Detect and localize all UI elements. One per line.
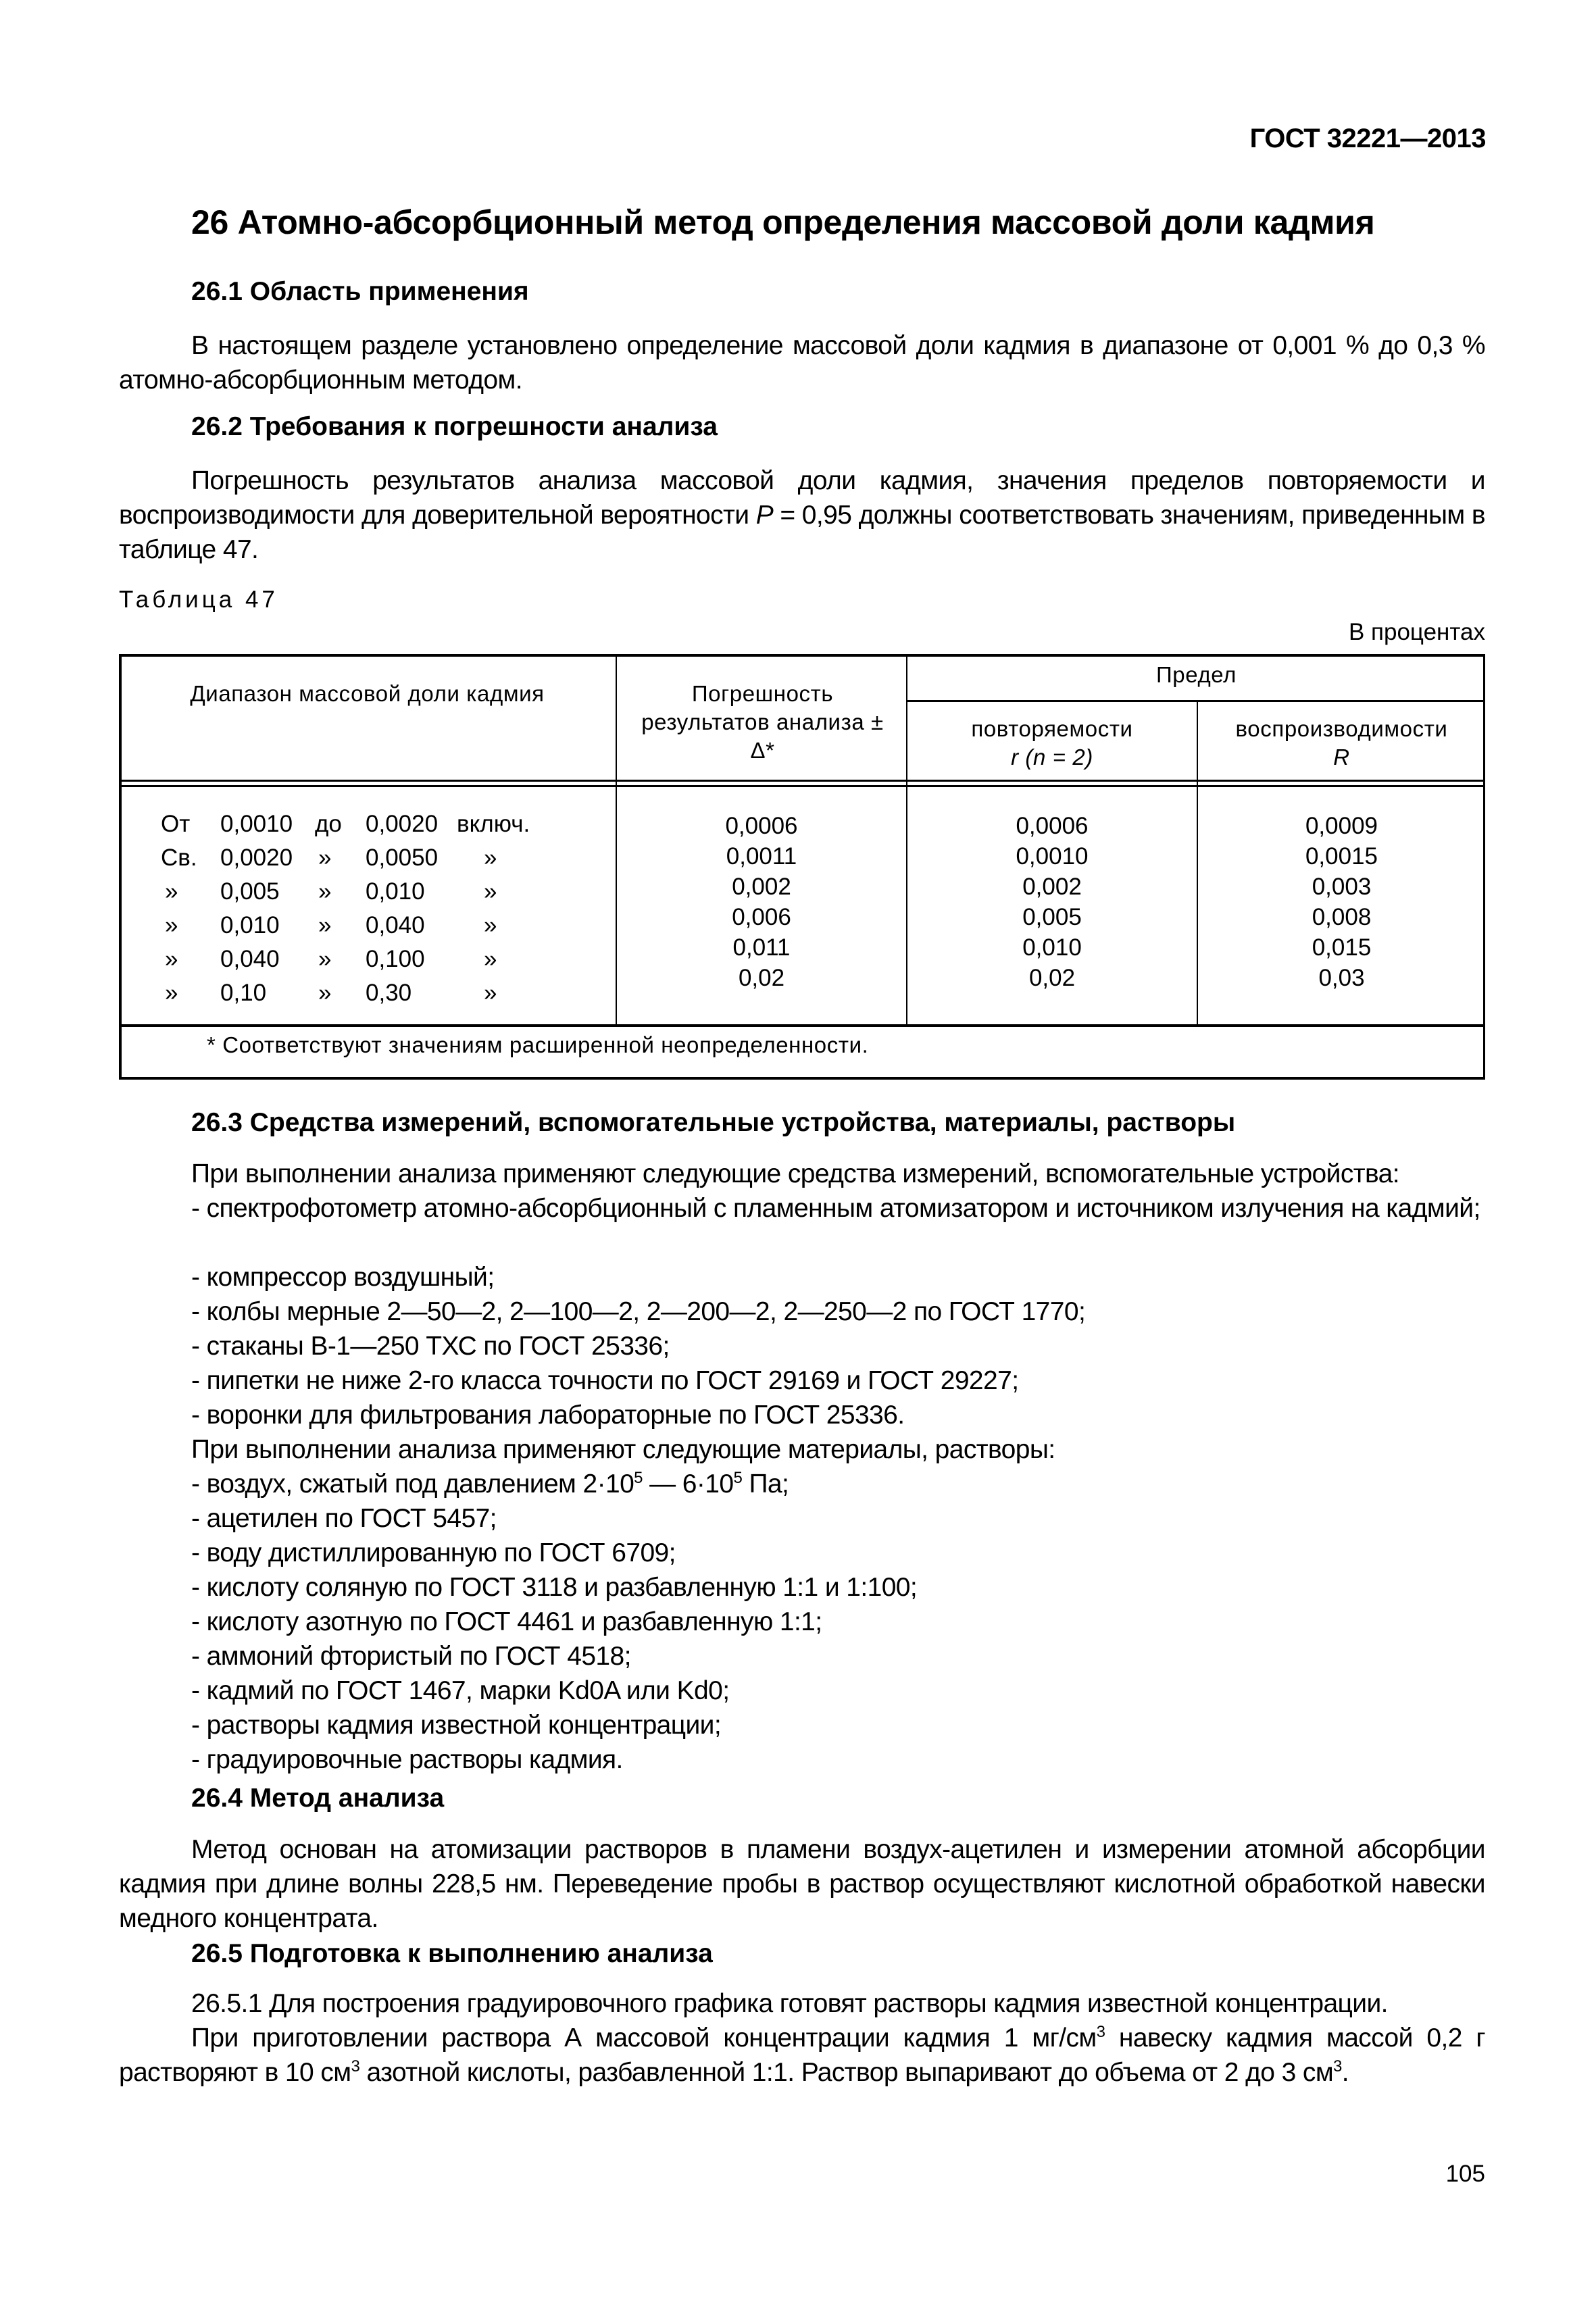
paragraph-26-4: Метод основан на атомизации растворов в пламени воздух-ацетилен и измерении атомной абсорбции кадмия при длине волны 228,5 нм. Переведение пробы в раствор осуществляют кислотной обработкой навески медного концентрата.: [119, 1835, 1485, 1933]
material-item: - кислоту азотную по ГОСТ 4461 и разбавленную 1:1;: [191, 1607, 822, 1636]
header-divider-2: [119, 785, 1485, 787]
section-title: 26 Атомно-абсорбционный метод определения массовой доли кадмия: [191, 203, 1375, 241]
device-item: - колбы мерные 2—50—2, 2—100—2, 2—200—2, 2—250—2 по ГОСТ 1770;: [191, 1297, 1086, 1326]
device-item: - воронки для фильтрования лабораторные по ГОСТ 25336.: [191, 1401, 905, 1430]
material-item: - кадмий по ГОСТ 1467, марки Kd0A или Kd0;: [191, 1676, 730, 1705]
heading-26-4: 26.4 Метод анализа: [191, 1784, 445, 1813]
limit-subdivider: [906, 700, 1485, 702]
paragraph-26-1: В настоящем разделе установлено определение массовой доли кадмия в диапазоне от 0,001 % до 0,3 % атомно-абсорбционным методом.: [119, 331, 1485, 395]
header-repeatability: повторяемости r (n = 2): [971, 716, 1133, 770]
header-reproducibility: воспроизводимости R: [1235, 716, 1448, 770]
heading-26-3: 26.3 Средства измерений, вспомогательные устройства, материалы, растворы: [191, 1108, 1236, 1137]
error-column: 0,0006 0,0011 0,002 0,006 0,011 0,02: [725, 813, 798, 991]
material-item: - воду дистиллированную по ГОСТ 6709;: [191, 1538, 676, 1567]
material-item: - воздух, сжатый под давлением $2\cdot 10^5$ — $6\cdot 10^5$ Па;: [191, 1469, 789, 1499]
paragraph-26-5-1: 26.5.1 Для построения градуировочного графика готовят растворы кадмия известной концентрации.: [191, 1989, 1388, 2018]
heading-26-2: 26.2 Требования к погрешности анализа: [191, 412, 718, 441]
repeatability-column: 0,0006 0,0010 0,002 0,005 0,010 0,02: [1016, 813, 1089, 991]
device-item: - стаканы В-1—250 ТХС по ГОСТ 25336;: [191, 1332, 670, 1361]
intro-materials: При выполнении анализа применяют следующие материалы, растворы:: [191, 1435, 1055, 1464]
table-border-left: [119, 654, 122, 1080]
header-divider: [119, 780, 1485, 782]
table-units: В процентах: [1348, 619, 1485, 645]
header-error: Погрешность результатов анализа ± Δ*: [641, 681, 884, 763]
intro-devices: При выполнении анализа применяют следующие средства измерений, вспомогательные устройства:: [191, 1159, 1399, 1188]
device-item: - компрессор воздушный;: [191, 1263, 495, 1292]
material-item: - аммоний фтористый по ГОСТ 4518;: [191, 1642, 631, 1671]
paragraph-26-5-1-cont: При приготовлении раствора А массовой концентрации кадмия 1 $мг/см^3$ навеску кадмия массой 0,2 г растворяют в 10 $см^3$ азотной кислоты, разбавленной 1:1. Раствор выпаривают до объема от 2 до 3 $см^3$.: [119, 2023, 1485, 2087]
material-item: - растворы кадмия известной концентрации;: [191, 1711, 722, 1740]
table-border-bottom: [119, 1077, 1485, 1080]
device-item: - пипетки не ниже 2-го класса точности по ГОСТ 29169 и ГОСТ 29227;: [191, 1366, 1019, 1395]
table-caption: Таблица 47: [119, 586, 278, 613]
header-range: Диапазон массовой доли кадмия: [190, 681, 545, 706]
heading-26-1: 26.1 Область применения: [191, 277, 529, 306]
reproducibility-column: 0,0009 0,0015 0,003 0,008 0,015 0,03: [1305, 813, 1378, 991]
header-limit: Предел: [1155, 662, 1237, 687]
material-item: - градуировочные растворы кадмия.: [191, 1745, 623, 1774]
material-item: - кислоту соляную по ГОСТ 3118 и разбавленную 1:1 и 1:100;: [191, 1573, 918, 1602]
table-47: Диапазон массовой доли кадмия Погрешность результатов анализа ± Δ* Предел повторяемости r (n = 2) воспроизводимости R От 0,0010 до 0,0020 включ. Св. 0,0020 » 0,0050 » » 0,005 » 0,010 » » 0,010 » 0,040 » » 0,040 » 0,100 » » 0,10 » 0,30 » 0,0006 0,0011 0,002 0,006 0,011 0,02 0,0006 0,0010 0,002 0,005 0,010 0,02 0,0009 0,0015 0,003 0,008 0,015 0,03 * Соответствуют значениям расширенной неопределенности.: [119, 654, 1485, 1080]
page-number: 105: [1445, 2161, 1485, 2187]
footnote-divider: [119, 1024, 1485, 1027]
device-item: - спектрофотометр атомно-абсорбционный с пламенным атомизатором и источником излучения на кадмий;: [191, 1194, 1480, 1223]
paragraph-26-2: Погрешность результатов анализа массовой доли кадмия, значения пределов повторяемости и воспроизводимости для доверительной вероятности P = 0,95 должны соответствовать значениям, приведенным в таблице 47.: [119, 466, 1485, 564]
material-item: - ацетилен по ГОСТ 5457;: [191, 1504, 497, 1533]
table-footnote: * Соответствуют значениям расширенной неопределенности.: [207, 1032, 869, 1057]
table-border-top: [119, 654, 1485, 657]
heading-26-5: 26.5 Подготовка к выполнению анализа: [191, 1939, 713, 1968]
document-code: ГОСТ 32221—2013: [1249, 124, 1486, 153]
